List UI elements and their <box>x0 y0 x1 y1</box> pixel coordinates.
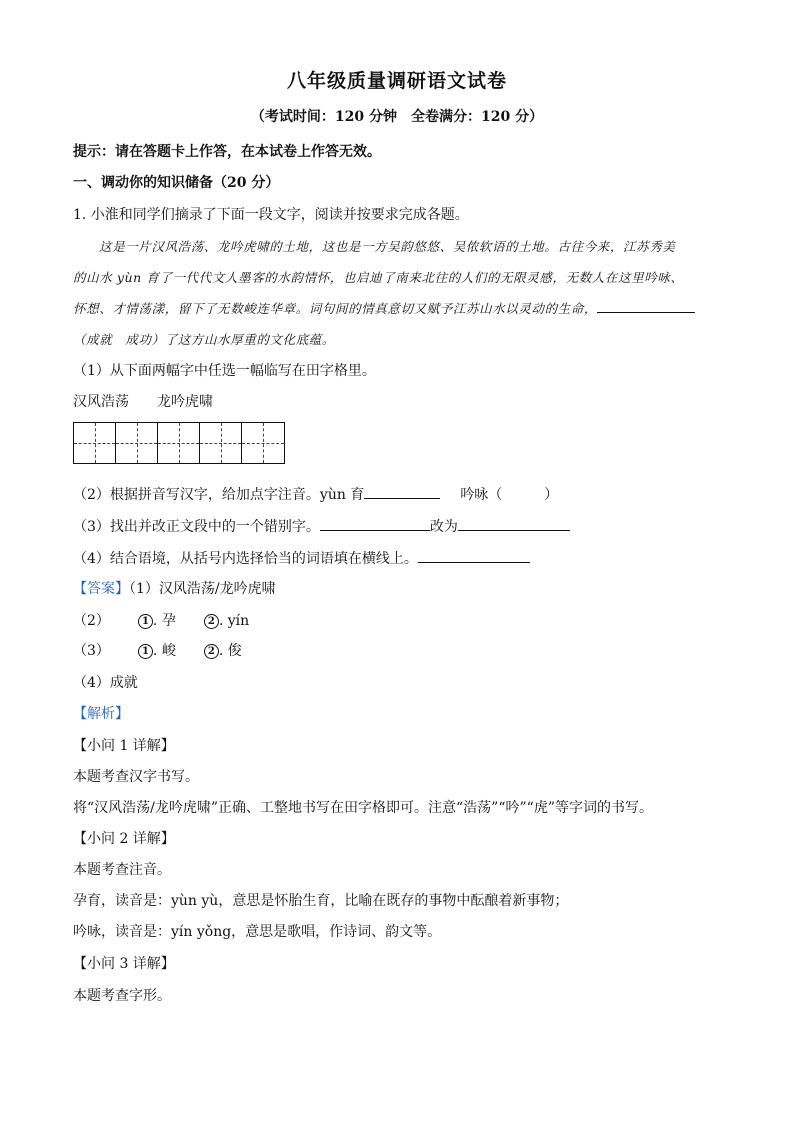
analysis-text: 将“汉风浩荡/龙吟虎啸”正确、工整地书写在田字格即可。注意“浩荡”“吟”“虎”等字词的书写。 <box>73 800 653 816</box>
answer-blank[interactable] <box>418 548 530 563</box>
page-title: 八年级质量调研语文试卷 <box>286 70 507 92</box>
notice-text: 提示：请在答题卡上作答，在本试卷上作答无效。 <box>73 144 381 160</box>
sub-question-1: （1）从下面两幅字中任选一幅临写在田字格里。 <box>73 363 376 379</box>
analysis-text: 吟咏，读音是：yín yǒng，意思是歌唱，作诗词、韵文等。 <box>73 924 442 940</box>
section-heading: 一、调动你的知识储备（20 分） <box>73 175 280 191</box>
passage-line-1: 这是一片汉风浩荡、龙吟虎啸的土地，这也是一方吴韵悠悠、吴侬软语的土地。古往今来，江苏秀美 <box>99 239 676 254</box>
analysis-q2-heading: 【小问 2 详解】 <box>73 831 175 847</box>
circled-number: 2 <box>204 644 219 659</box>
grid-cell[interactable] <box>242 423 284 463</box>
answer-blank[interactable] <box>597 298 695 313</box>
grid-cell[interactable] <box>74 423 116 463</box>
passage-line-2: 的山水 yùn 育了一代代文人墨客的水韵情怀，也启迪了南来北往的人们的无限灵感，无数人在这里吟咏、 <box>73 270 684 285</box>
answer-line-2: （2） 1 . 孕 2 . yín <box>73 613 250 629</box>
circled-number: 2 <box>204 614 219 629</box>
circled-number: 1 <box>138 614 153 629</box>
grid-cell[interactable] <box>158 423 200 463</box>
passage-line-3: 怀想、才情荡漾，留下了无数峻连华章。词句间的情真意切又赋予江苏山水以灵动的生命， <box>73 293 728 324</box>
answer-line-4: （4）成就 <box>73 675 138 691</box>
calligraphy-options: 汉风浩荡 龙吟虎啸 <box>73 394 213 410</box>
circled-number: 1 <box>138 644 153 659</box>
sub-question-2: （2）根据拼音写汉字，给加点字注音。yùn 育 吟咏（ ） <box>73 484 558 504</box>
answer-blank[interactable] <box>364 484 440 499</box>
analysis-text: 本题考查字形。 <box>73 988 171 1004</box>
answer-blank[interactable] <box>458 516 570 531</box>
analysis-text: 孕育，读音是：yùn yù，意思是怀胎生育，比喻在既存的事物中酝酿着新事物； <box>73 893 569 909</box>
sub-question-3: （3）找出并改正文段中的一个错别字。 改为 <box>73 516 570 536</box>
sub-question-4: （4）结合语境，从括号内选择恰当的词语填在横线上。 <box>73 548 530 568</box>
answer-line-3: （3） 1 . 峻 2 . 俊 <box>73 643 242 659</box>
analysis-label: 【解析】 <box>73 706 129 722</box>
exam-info: （考试时间：120 分钟 全卷满分：120 分） <box>250 109 544 125</box>
analysis-text: 本题考查汉字书写。 <box>73 769 199 785</box>
question-stem: 1. 小淮和同学们摘录了下面一段文字，阅读并按要求完成各题。 <box>73 207 469 223</box>
answer-line-1: 【答案】（1）汉风浩荡/龙吟虎啸 <box>73 581 276 597</box>
passage-line-4: （成就 成功）了这方山水厚重的文化底蕴。 <box>73 332 336 347</box>
passage <box>73 231 728 355</box>
grid-cell[interactable] <box>116 423 158 463</box>
analysis-text: 本题考查注音。 <box>73 862 171 878</box>
answer-blank[interactable] <box>320 516 430 531</box>
tianzige-grid[interactable] <box>73 422 285 464</box>
grid-cell[interactable] <box>200 423 242 463</box>
analysis-q3-heading: 【小问 3 详解】 <box>73 956 175 972</box>
analysis-q1-heading: 【小问 1 详解】 <box>73 738 175 754</box>
answer-label: 【答案】 <box>73 581 129 597</box>
